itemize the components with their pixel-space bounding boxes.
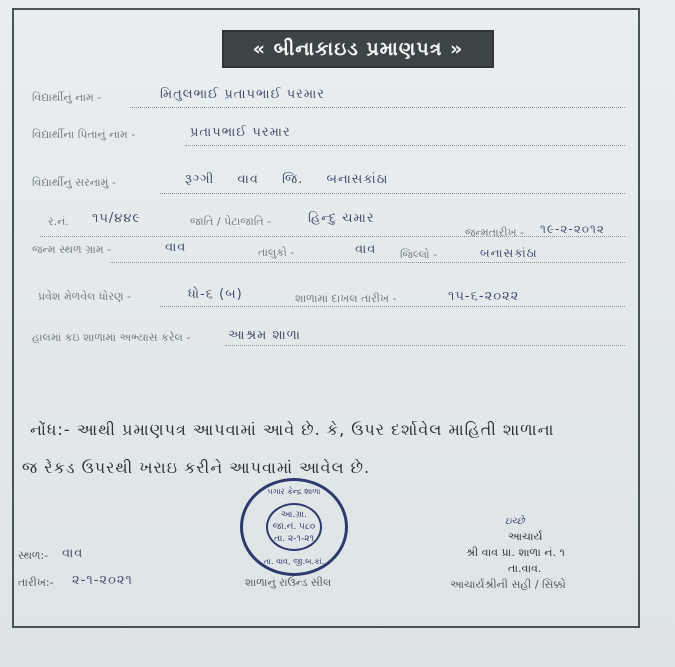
place-value: વાવ (62, 546, 84, 561)
school-seal-label: શાળાનું રાઉન્ડ સીલ (245, 576, 332, 589)
birthplace-label: જન્મ સ્થળ ગ્રામ - (32, 243, 112, 256)
principal-signature: ઇચ્છે (505, 516, 525, 527)
admission-class-label: પ્રવેશ મેળવેલ ધોરણ - (38, 290, 132, 303)
place-label: સ્થળ:- (18, 549, 49, 562)
certificate-title: « બીનાકાઇડ પ્રમાણપત્ર » (222, 30, 494, 68)
seal-line-3: તા. ૨-૧-૨૧ (274, 534, 314, 544)
birthplace-value: વાવ (165, 240, 187, 255)
seal-ring-text: પગાર કેન્દ્ર શાળા (267, 487, 321, 496)
study-label: હાલમાં કઇ શાળામાં અભ્યાસ કરેલ - (32, 331, 191, 344)
address-value: રૂગ્ગી વાવ જિ. બનાસકાંઠા (185, 172, 389, 187)
address-line (160, 193, 625, 194)
reg-number-label: ર.નં. (48, 215, 69, 228)
seal-line-1: આ.ગ્રા. (281, 510, 307, 520)
district-value: બનાસકાંઠા (480, 246, 538, 260)
father-name-value: પ્રતાપભાઈ પરમાર (190, 125, 291, 140)
district-label: જિલ્લો - (400, 248, 438, 261)
taluka-label: તાલુકો - (258, 246, 295, 259)
note-line-2: જ રેકડ ઉપરથી ખરાઇ કરીને આપવામાં આવેલ છે. (22, 458, 371, 477)
admission-class-value: ધો-૬ (બ) (188, 287, 243, 302)
seal-bottom-text: તા. વાવ, જી.બ.કાં. (263, 557, 325, 566)
address-label: વિદ્યાર્થીનું સરનામું - (32, 176, 116, 189)
study-value: આશ્રમ શાળા (228, 328, 301, 343)
reg-row-line (40, 236, 625, 237)
study-line (225, 345, 625, 346)
principal-title: આચાર્ય (508, 530, 543, 543)
student-name-value: મિતુલભાઈ પ્રતાપભાઈ પરમાર (160, 87, 325, 102)
dob-label: જન્મતારીખ - (465, 226, 525, 239)
seal-inner (266, 503, 322, 551)
caste-label: જાતિ / પેટાજાતિ - (190, 215, 272, 228)
father-name-label: વિદ્યાર્થીના પિતાનું નામ - (32, 128, 136, 141)
admission-date-label: શાળામાં દાખલ તારીખ - (295, 292, 397, 305)
school-round-seal (240, 478, 348, 576)
birthplace-row-line (110, 262, 625, 263)
admission-row-line (160, 306, 625, 307)
taluka-value: વાવ (355, 242, 377, 257)
date-value: ૨-૧-૨૦૨૧ (72, 573, 133, 588)
date-label: તારીખ:- (18, 576, 54, 589)
dob-value: ૧૯-૨-૨૦૧૨ (540, 222, 605, 236)
reg-number-value: ૧૫/૪૪૯ (92, 211, 142, 226)
school-name: શ્રી વાવ પ્રા. શાળા નં. ૧ (466, 546, 565, 559)
admission-date-value: ૧૫-૬-૨૦૨૨ (448, 289, 520, 304)
taluka-text: તા.વાવ. (508, 562, 542, 575)
student-name-line (130, 107, 625, 108)
caste-value: હિન્દુ ચમાર (308, 211, 375, 226)
student-name-label: વિદ્યાર્થીનું નામ - (32, 91, 102, 104)
principal-sign-label: આચાર્યશ્રીની સહી / સિક્કો (450, 578, 566, 591)
father-name-line (185, 145, 625, 146)
seal-line-2: જા.નં. ૫૮૦ (272, 522, 316, 532)
note-line-1: નોંધ:- આથી પ્રમાણપત્ર આપવામાં આવે છે. કે, ઉપર દર્શાવેલ માહિતી શાળાના (30, 420, 555, 439)
